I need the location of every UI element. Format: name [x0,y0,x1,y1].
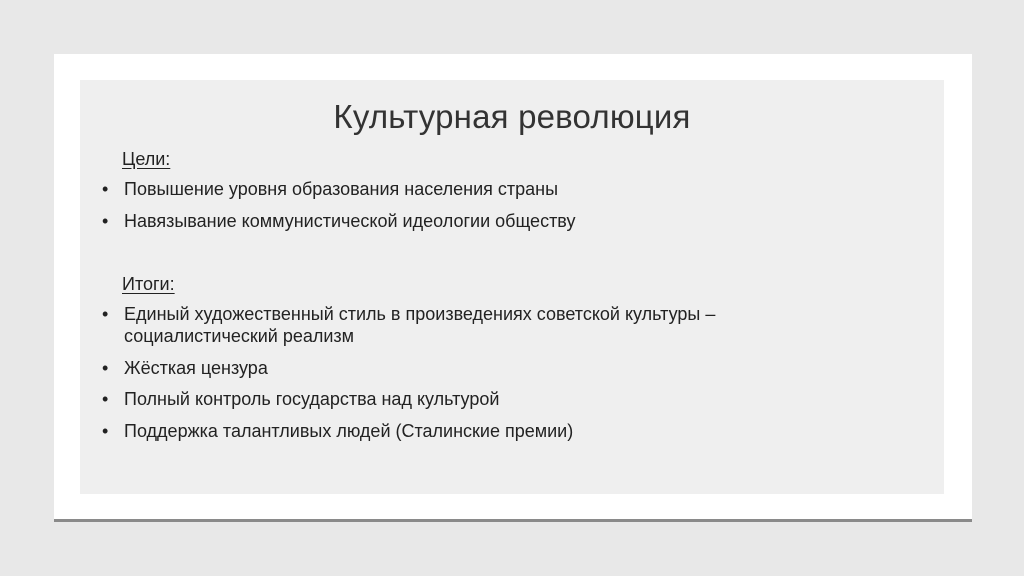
results-item-2-text: Жёсткая цензура [124,358,268,378]
slide-title: Культурная революция [333,98,691,135]
bullet-dot: • [102,421,109,441]
goals-item-2-text: Навязывание коммунистической идеологии обществу [124,211,576,231]
goals-item-2 [100,210,900,232]
results-item-1 [100,303,800,347]
results-item-1-text: Единый художественный стиль в произведениях советской культуры – социалистический реализм [124,304,716,346]
content-panel [80,80,944,494]
results-item-4-text: Поддержка талантливых людей (Сталинские премии) [124,421,574,441]
results-item-4 [100,420,900,442]
results-item-2 [100,357,900,379]
goals-item-1-text: Повышение уровня образования населения страны [124,179,559,199]
results-heading: Итоги: [122,274,175,294]
bullet-dot: • [102,389,109,409]
bullet-dot: • [102,179,109,199]
results-item-3-text: Полный контроль государства над культурой [124,389,500,409]
bullet-dot: • [102,358,109,378]
bullet-dot: • [102,304,109,324]
goals-item-1 [100,178,900,200]
slide-frame [54,54,972,522]
goals-heading: Цели: [122,149,171,169]
results-item-3 [100,388,900,410]
bullet-dot: • [102,211,109,231]
